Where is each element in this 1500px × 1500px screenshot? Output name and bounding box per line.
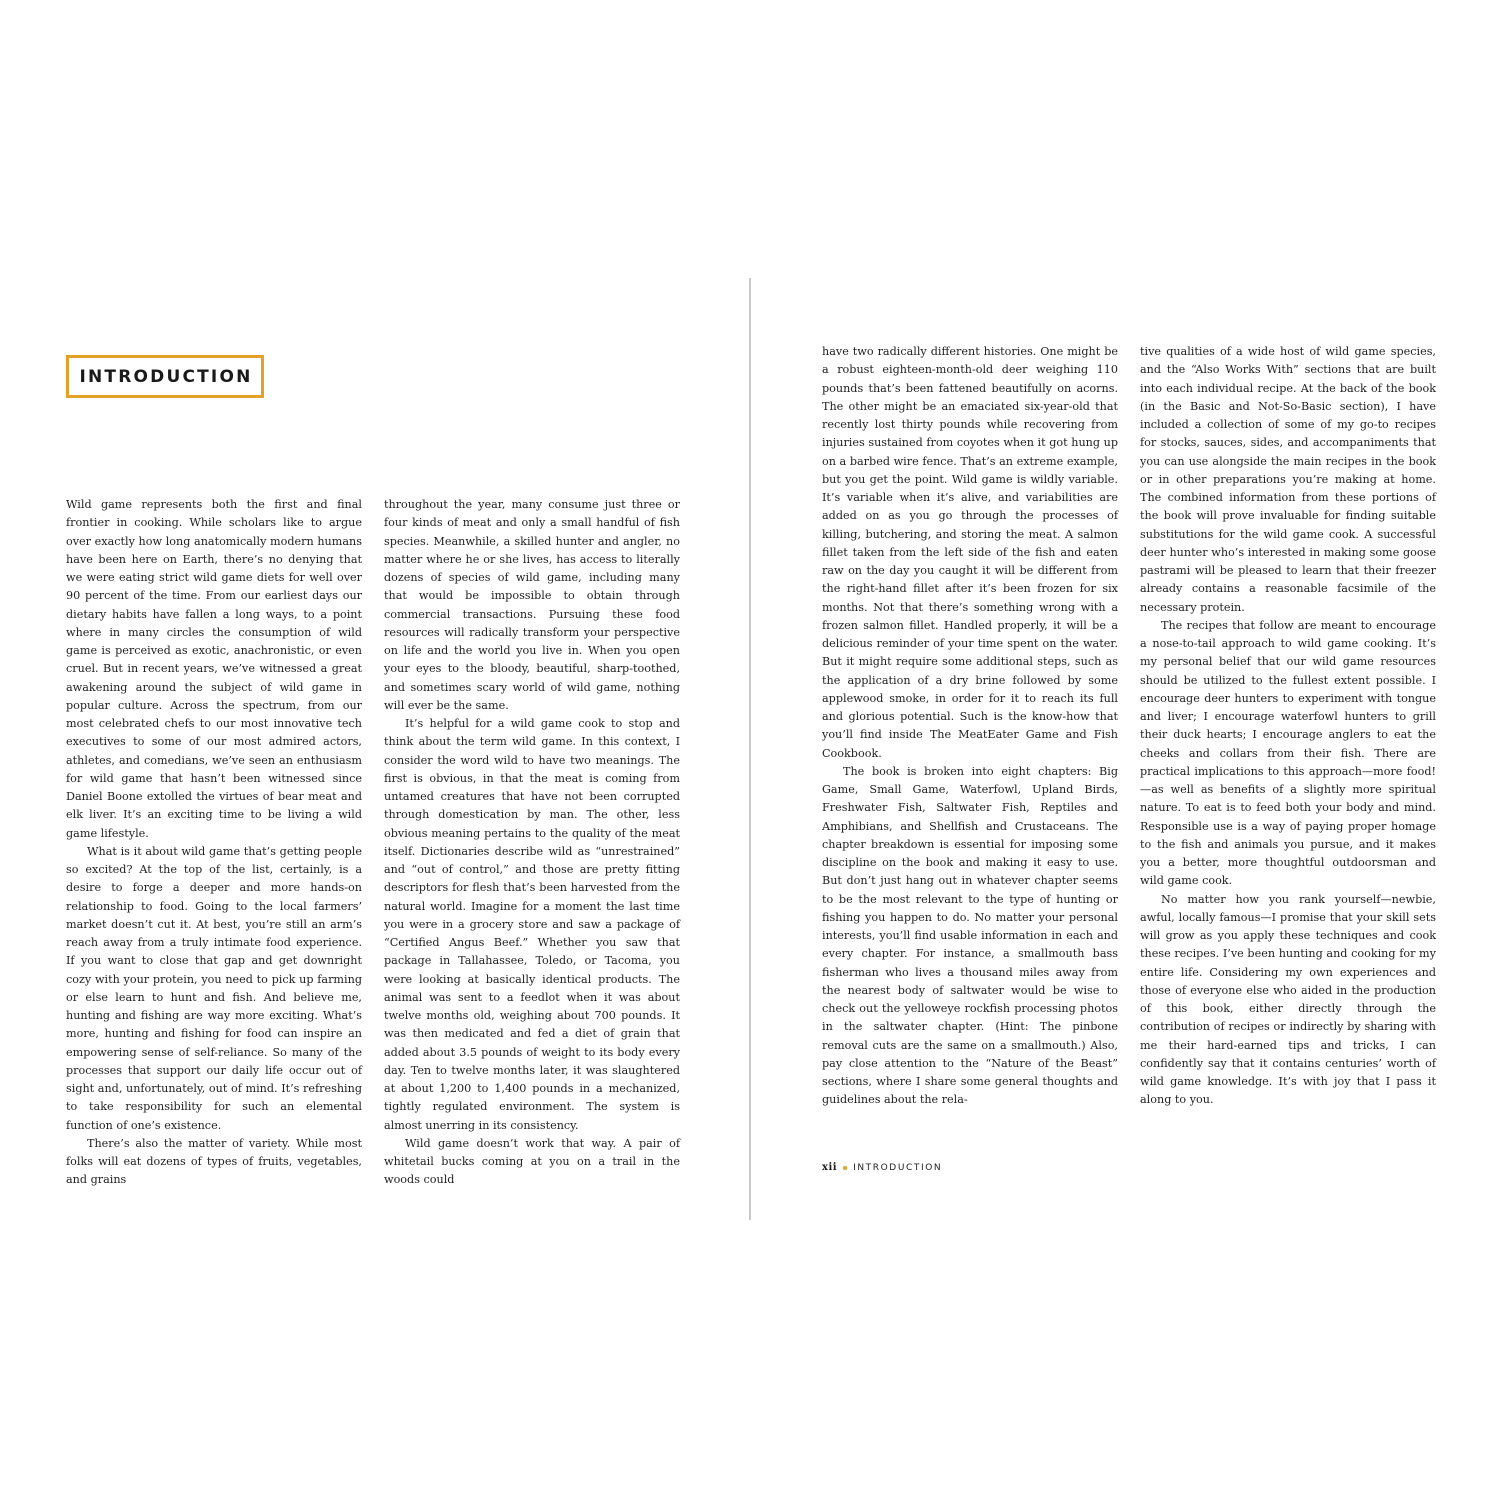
page-number: xii [822,1162,838,1173]
text-column-2 [384,496,680,1190]
paragraph: have two radically different histories. One might be a robust eighteen-month-old deer weighing 110 pounds that’s been fattened beautifully on acorns. The other might be an emaciated six-year-old that recently lost thirty pounds while recovering from injuries sustained from coyotes when it got hung up on a barbed wire fence. That’s an extreme example, but you get the point. Wild game is wildly variable. It’s variable when it’s alive, and variabilities are added on as you go through the processes of killing, butchering, and storing the meat. A salmon fillet taken from the left side of the fish and eaten raw on the day you caught it will be different from the right-hand fillet after it’s been frozen for six months. Not that there’s something wrong with a frozen salmon fillet. Handled properly, it will be a delicious reminder of your time spent on the water. But it might require some additional steps, such as the application of a dry brine followed by some applewood smoke, in order for it to reach its full and glorious potential. Such is the know-how that you’ll find inside The MeatEater Game and Fish Cookbook. [822,345,1118,760]
paragraph: No matter how you rank yourself—newbie, awful, locally famous—I promise that your skill sets will grow as you apply these techniques and cook these recipes. I’ve been hunting and cooking for my entire life. Considering my own experiences and those of everyone else who aided in the production of this book, either directly through the contribution of recipes or indirectly by sharing with me their hard-earned tips and tricks, I can confidently say that it contains centuries’ worth of wild game knowledge. It’s with joy that I pass it along to you. [1140,892,1436,1107]
running-footer-section: INTRODUCTION [853,1162,943,1173]
text-column-1 [66,496,362,1190]
paragraph: The recipes that follow are meant to encourage a nose-to-tail approach to wild game cooking. It’s my personal belief that our wild game resources should be utilized to the fullest extent possible. I encourage deer hunters to experiment with tongue and liver; I encourage waterfowl hunters to grill their duck hearts; I encourage anglers to eat the cheeks and collars from their fish. There are practical implications to this approach—more food!—as well as benefits of a slightly more spiritual nature. To eat is to feed both your body and mind. Responsible use is a way of paying proper homage to the fish and animals you pursue, and it makes you a better, more thoughtful outdoorsman and wild game cook. [1140,618,1436,888]
chapter-heading: INTRODUCTION [79,366,253,387]
bullet-icon [843,1166,847,1170]
text-column-4 [1140,343,1436,1110]
chapter-heading-box [66,355,264,398]
paragraph: throughout the year, many consume just three or four kinds of meat and only a small handful of fish species. Meanwhile, a skilled hunter and angler, no matter where he or she lives, has access to literally dozens of species of wild game, including many that would be impossible to obtain through commercial transactions. Pursuing these food resources will radically transform your perspective on life and the world you live in. When you open your eyes to the bloody, beautiful, sharp-toothed, and sometimes scary world of wild game, nothing will ever be the same. [384,498,680,712]
paragraph: It’s helpful for a wild game cook to stop and think about the term wild game. In this context, I consider the word wild to have two meanings. The first is obvious, in that the meat is coming from untamed creatures that have not been corrupted through domestication by man. The other, less obvious meaning pertains to the quality of the meat itself. Dictionaries describe wild as “unrestrained” and “out of control,” and those are pretty fitting descriptors for flesh that’s been harvested from the natural world. Imagine for a moment the last time you were in a grocery store and saw a package of “Certified Angus Beef.” Whether you saw that package in Tallahassee, Toledo, or Tacoma, you were looking at basically identical products. The animal was sent to a feedlot when it was about twelve months old, weighing about 700 pounds. It was then medicated and fed a diet of grain that added about 3.5 pounds of weight to its body every day. Ten to twelve months later, it was slaughtered at about 1,200 to 1,400 pounds in a mechanized, tightly regulated environment. The system is almost unerring in its consistency. [384,717,680,1132]
paragraph: Wild game doesn’t work that way. A pair of whitetail bucks coming at you on a trail in the woods could [384,1136,680,1187]
paragraph: Wild game represents both the first and final frontier in cooking. While scholars like to argue over exactly how long anatomically modern humans have been here on Earth, there’s no denying that we were eating strict wild game diets for well over 90 percent of the time. From our earliest days our dietary habits have fallen a long ways, to a point where in many circles the consumption of wild game is perceived as exotic, anachronistic, or even cruel. But in recent years, we’ve witnessed a great awakening around the subject of wild game in popular culture. Across the spectrum, from our most celebrated chefs to our most innovative tech executives to some of our most admired actors, athletes, and comedians, we’ve seen an enthusiasm for wild game that hasn’t been witnessed since Daniel Boone extolled the virtues of bear meat and elk liver. It’s an exciting time to be living a wild game lifestyle. [66,498,362,840]
paragraph: What is it about wild game that’s getting people so excited? At the top of the list, certainly, is a desire to forge a deeper and more hands-on relationship to food. Going to the local farmers’ market doesn’t cut it. At best, you’re still an arm’s reach away from a truly intimate food experience. If you want to close that gap and get downright cozy with your protein, you need to pick up farming or else learn to hunt and fish. And believe me, hunting and fishing are way more exciting. What’s more, hunting and fishing for food can inspire an empowering sense of self-reliance. So many of the processes that support our daily life occur out of sight and, unfortunately, out of mind. It’s refreshing to take responsibility for such an elemental function of one’s existence. [66,844,362,1132]
paragraph: There’s also the matter of variety. While most folks will eat dozens of types of fruits, vegetables, and grains [66,1136,362,1187]
paragraph: tive qualities of a wide host of wild game species, and the “Also Works With” sections that are built into each individual recipe. At the back of the book (in the Basic and Not-So-Basic section), I have included a collection of some of my go-to recipes for stocks, sauces, sides, and accompaniments that you can use alongside the main recipes in the book or in other preparations you’re making at home. The combined information from these portions of the book will prove invaluable for finding suitable substitutions for the wild game cook. A successful deer hunter who’s interested in making some goose pastrami will be pleased to learn that their freezer already contains a reasonable facsimile of the necessary protein. [1140,345,1436,614]
paragraph: The book is broken into eight chapters: Big Game, Small Game, Waterfowl, Upland Birds, Freshwater Fish, Saltwater Fish, Reptiles and Amphibians, and Shellfish and Crustaceans. The chapter breakdown is essential for imposing some discipline on the book and making it easy to use. But don’t just hang out in whatever chapter seems to be the most relevant to the type of hunting or fishing you happen to do. No matter your personal interests, you’ll find usable information in each and every chapter. For instance, a smallmouth bass fisherman who lives a thousand miles away from the nearest body of saltwater would be wise to check out the yelloweye rockfish processing photos in the saltwater chapter. (Hint: The pinbone removal cuts are the same on a smallmouth.) Also, pay close attention to the “Nature of the Beast” sections, where I share some general thoughts and guidelines about the rela- [822,764,1118,1107]
page-footer [822,1162,942,1173]
text-column-3 [822,343,1118,1110]
page-gutter [749,278,751,1220]
